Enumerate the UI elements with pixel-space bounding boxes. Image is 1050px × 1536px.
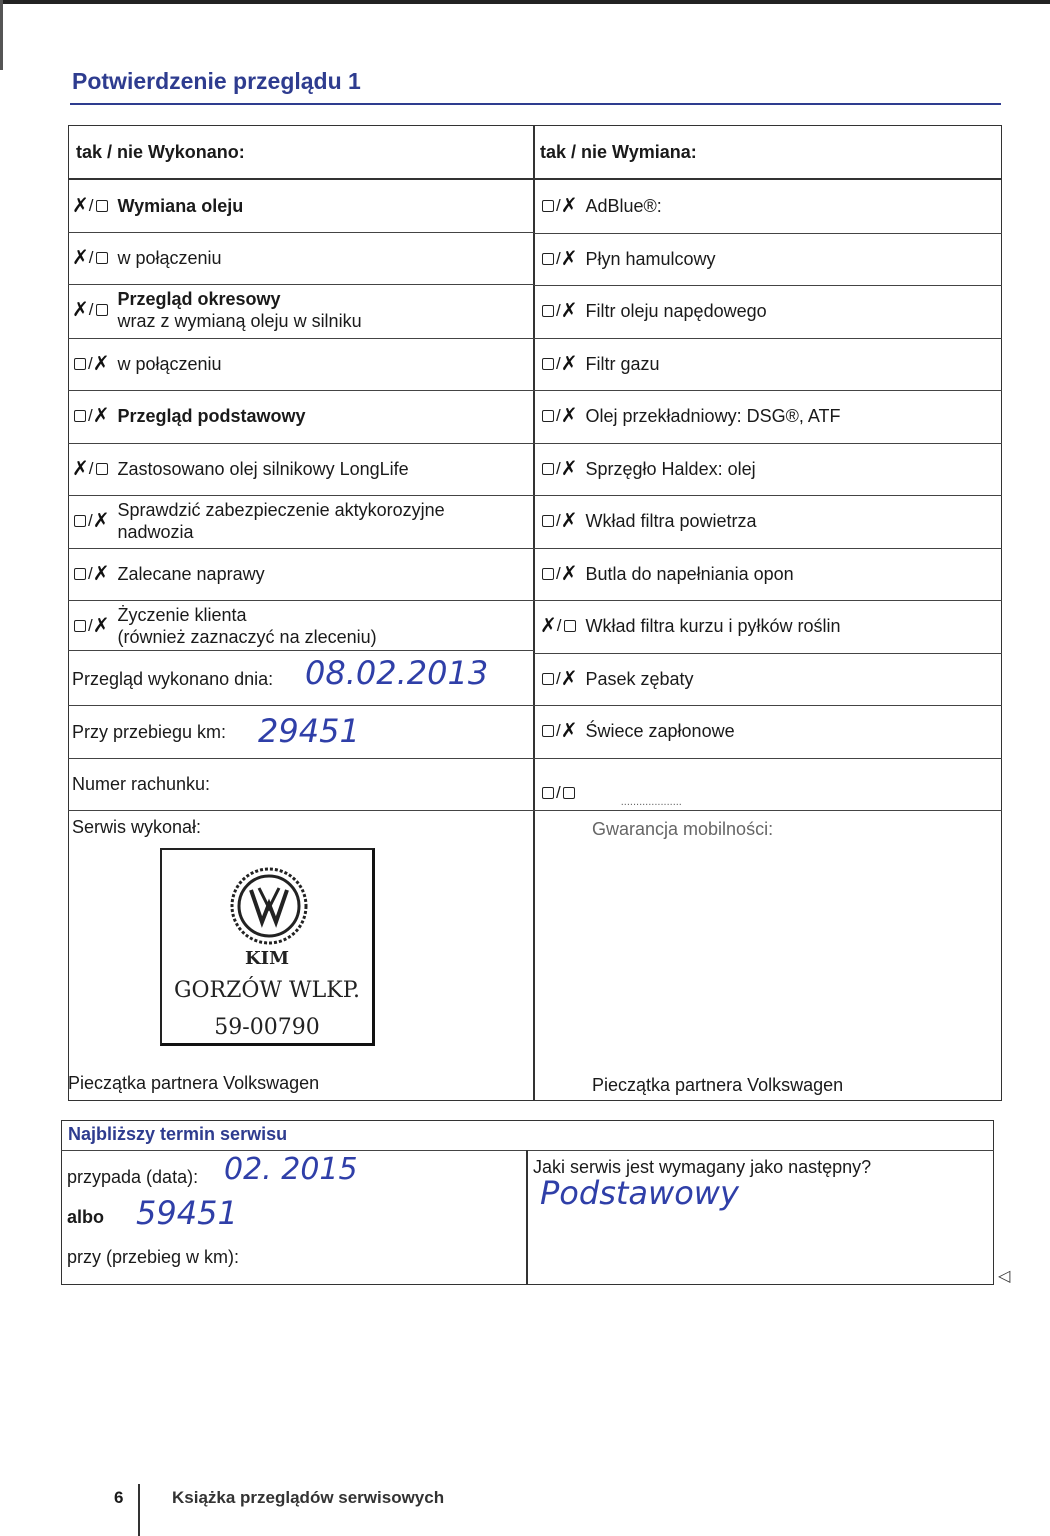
- right-row: [540, 405, 995, 427]
- right-row: [540, 615, 995, 637]
- right-row: [540, 195, 995, 217]
- right-row: [540, 773, 995, 813]
- right-row-label: AdBlue®:: [585, 196, 662, 216]
- tak-nie-checkbox[interactable]: / ✗: [540, 300, 578, 322]
- stamp-line-2: GORZÓW WLKP.: [173, 978, 361, 1003]
- row-divider: [68, 548, 534, 549]
- left-row: [72, 563, 527, 585]
- tak-nie-checkbox[interactable]: / ✗: [72, 510, 110, 532]
- stamp-label-right: Pieczątka partnera Volkswagen: [592, 1075, 844, 1095]
- right-row-label: Filtr oleju napędowego: [585, 301, 767, 321]
- volkswagen-logo-icon: [229, 866, 309, 946]
- row-divider: [534, 338, 1002, 339]
- left-row-sublabel: (również zaznaczyć na zleceniu): [117, 627, 377, 647]
- right-row: [540, 563, 995, 585]
- right-row-label: Pasek zębaty: [585, 669, 694, 689]
- row-divider: [68, 758, 534, 759]
- left-row: [72, 195, 527, 217]
- tak-nie-checkbox[interactable]: ✗ /: [72, 299, 110, 321]
- left-row-label: Zalecane naprawy: [117, 564, 265, 584]
- tak-nie-checkbox[interactable]: ✗ /: [72, 458, 110, 480]
- tak-nie-checkbox[interactable]: / ✗: [540, 248, 578, 270]
- tak-nie-checkbox[interactable]: /: [540, 782, 577, 804]
- dealer-stamp: [160, 848, 375, 1046]
- tak-nie-checkbox[interactable]: / ✗: [540, 668, 578, 690]
- page-number: 6: [114, 1488, 124, 1507]
- row-divider: [534, 233, 1002, 234]
- tak-nie-checkbox[interactable]: ✗ /: [72, 247, 110, 269]
- tak-nie-checkbox[interactable]: / ✗: [540, 458, 578, 480]
- footer-divider: [138, 1484, 140, 1536]
- left-row-label: Sprawdzić zabezpieczenie aktykorozyjne: [117, 500, 445, 520]
- page-title: Potwierdzenie przeglądu 1: [72, 68, 361, 94]
- row-divider: [534, 758, 1002, 759]
- right-row: [540, 458, 995, 480]
- left-row: [72, 247, 527, 269]
- left-row-label: w połączeniu: [117, 354, 222, 374]
- row-divider: [534, 548, 1002, 549]
- left-row-label: w połączeniu: [117, 248, 222, 268]
- right-row-label: Płyn hamulcowy: [585, 249, 716, 269]
- tak-nie-checkbox[interactable]: / ✗: [540, 195, 578, 217]
- left-row: [72, 405, 527, 427]
- left-row-label: Przegląd podstawowy: [117, 406, 306, 426]
- row-divider: [68, 232, 534, 233]
- next-service-question: Jaki serwis jest wymagany jako następny?: [533, 1157, 872, 1177]
- right-row-label: Wkład filtra kurzu i pyłków roślin: [585, 616, 841, 636]
- left-header: tak / nie Wykonano:: [76, 142, 245, 162]
- next-service-answer: Podstawowy: [540, 1174, 739, 1212]
- table-divider: [533, 125, 535, 1101]
- invoice-label: Numer rachunku:: [72, 774, 211, 794]
- right-row-label: Olej przekładniowy: DSG®, ATF: [585, 406, 841, 426]
- next-service-date-label: przypada (data):: [67, 1167, 199, 1187]
- tak-nie-checkbox[interactable]: / ✗: [540, 405, 578, 427]
- left-row: [72, 288, 527, 332]
- row-divider: [534, 600, 1002, 601]
- tak-nie-checkbox[interactable]: / ✗: [540, 563, 578, 585]
- next-service-or-label: albo: [67, 1207, 105, 1227]
- header-rule: [68, 178, 1002, 180]
- mileage-label: Przy przebiegu km:: [72, 722, 227, 742]
- tak-nie-checkbox[interactable]: / ✗: [540, 510, 578, 532]
- right-row: [540, 248, 995, 270]
- right-row: [540, 720, 995, 742]
- page-top-edge: [0, 0, 1050, 4]
- footer-text: Książka przeglądów serwisowych: [172, 1488, 445, 1507]
- left-row-sublabel: nadwozia: [117, 522, 194, 542]
- left-row-label: Zastosowano olej silnikowy LongLife: [117, 459, 409, 479]
- next-service-title: Najbliższy termin serwisu: [68, 1124, 288, 1144]
- left-row: [72, 353, 527, 375]
- inspection-date-label: Przegląd wykonano dnia:: [72, 669, 274, 689]
- stamp-line-3: 59-00790: [214, 1015, 320, 1040]
- page-turn-arrow-icon[interactable]: ◁: [998, 1268, 1011, 1285]
- row-divider: [68, 284, 534, 285]
- stamp-line-1: KIM: [245, 948, 289, 969]
- row-divider: [534, 495, 1002, 496]
- row-divider: [68, 495, 534, 496]
- left-row: [72, 604, 527, 648]
- left-row-label: Wymiana oleju: [117, 196, 244, 216]
- next-service-divider: [526, 1150, 528, 1285]
- right-header: tak / nie Wymiana:: [540, 142, 697, 162]
- page-left-edge: [0, 0, 3, 70]
- next-service-rule: [61, 1150, 994, 1151]
- row-divider: [68, 600, 534, 601]
- title-underline: [70, 103, 1001, 105]
- row-divider: [68, 338, 534, 339]
- row-divider: [534, 653, 1002, 654]
- mileage-value: 29451: [258, 712, 360, 750]
- tak-nie-checkbox[interactable]: / ✗: [540, 353, 578, 375]
- tak-nie-checkbox[interactable]: / ✗: [540, 720, 578, 742]
- tak-nie-checkbox[interactable]: ✗ /: [72, 195, 110, 217]
- right-row-label: Butla do napełniania opon: [585, 564, 794, 584]
- performed-by-label: Serwis wykonał:: [72, 817, 202, 837]
- tak-nie-checkbox[interactable]: / ✗: [72, 353, 110, 375]
- right-row: [540, 510, 995, 532]
- right-row: [540, 668, 995, 690]
- left-row: [72, 499, 527, 543]
- row-divider: [68, 390, 534, 391]
- right-row: [540, 300, 995, 322]
- tak-nie-checkbox[interactable]: / ✗: [72, 615, 110, 637]
- row-divider: [534, 443, 1002, 444]
- row-divider: [68, 705, 534, 706]
- left-row-label: Życzenie klienta: [117, 605, 247, 625]
- row-divider: [534, 390, 1002, 391]
- inspection-date-value: 08.02.2013: [305, 654, 489, 692]
- row-divider: [534, 705, 1002, 706]
- right-row-label: Filtr gazu: [585, 354, 660, 374]
- tak-nie-checkbox[interactable]: / ✗: [72, 563, 110, 585]
- tak-nie-checkbox[interactable]: / ✗: [72, 405, 110, 427]
- row-divider: [534, 285, 1002, 286]
- next-service-km-label: przy (przebieg w km):: [67, 1247, 240, 1267]
- tak-nie-checkbox[interactable]: ✗ /: [540, 615, 578, 637]
- mobility-label: Gwarancja mobilności:: [592, 819, 774, 839]
- row-divider: [68, 443, 534, 444]
- right-row: [540, 353, 995, 375]
- left-row-sublabel: wraz z wymianą oleju w silniku: [117, 311, 362, 331]
- right-row-label: Wkład filtra powietrza: [585, 511, 757, 531]
- right-row-label: Sprzęgło Haldex: olej: [585, 459, 756, 479]
- row-divider: [68, 810, 1002, 811]
- row-divider: [68, 650, 534, 651]
- next-service-date-value: 02. 2015: [224, 1152, 358, 1187]
- right-row-label: Świece zapłonowe: [585, 721, 735, 741]
- right-row-label: ....................: [620, 796, 682, 808]
- next-service-km-value: 59451: [136, 1194, 238, 1232]
- left-row: [72, 458, 527, 480]
- stamp-label-left: Pieczątka partnera Volkswagen: [68, 1073, 320, 1093]
- left-row-label: Przegląd okresowy: [117, 289, 281, 309]
